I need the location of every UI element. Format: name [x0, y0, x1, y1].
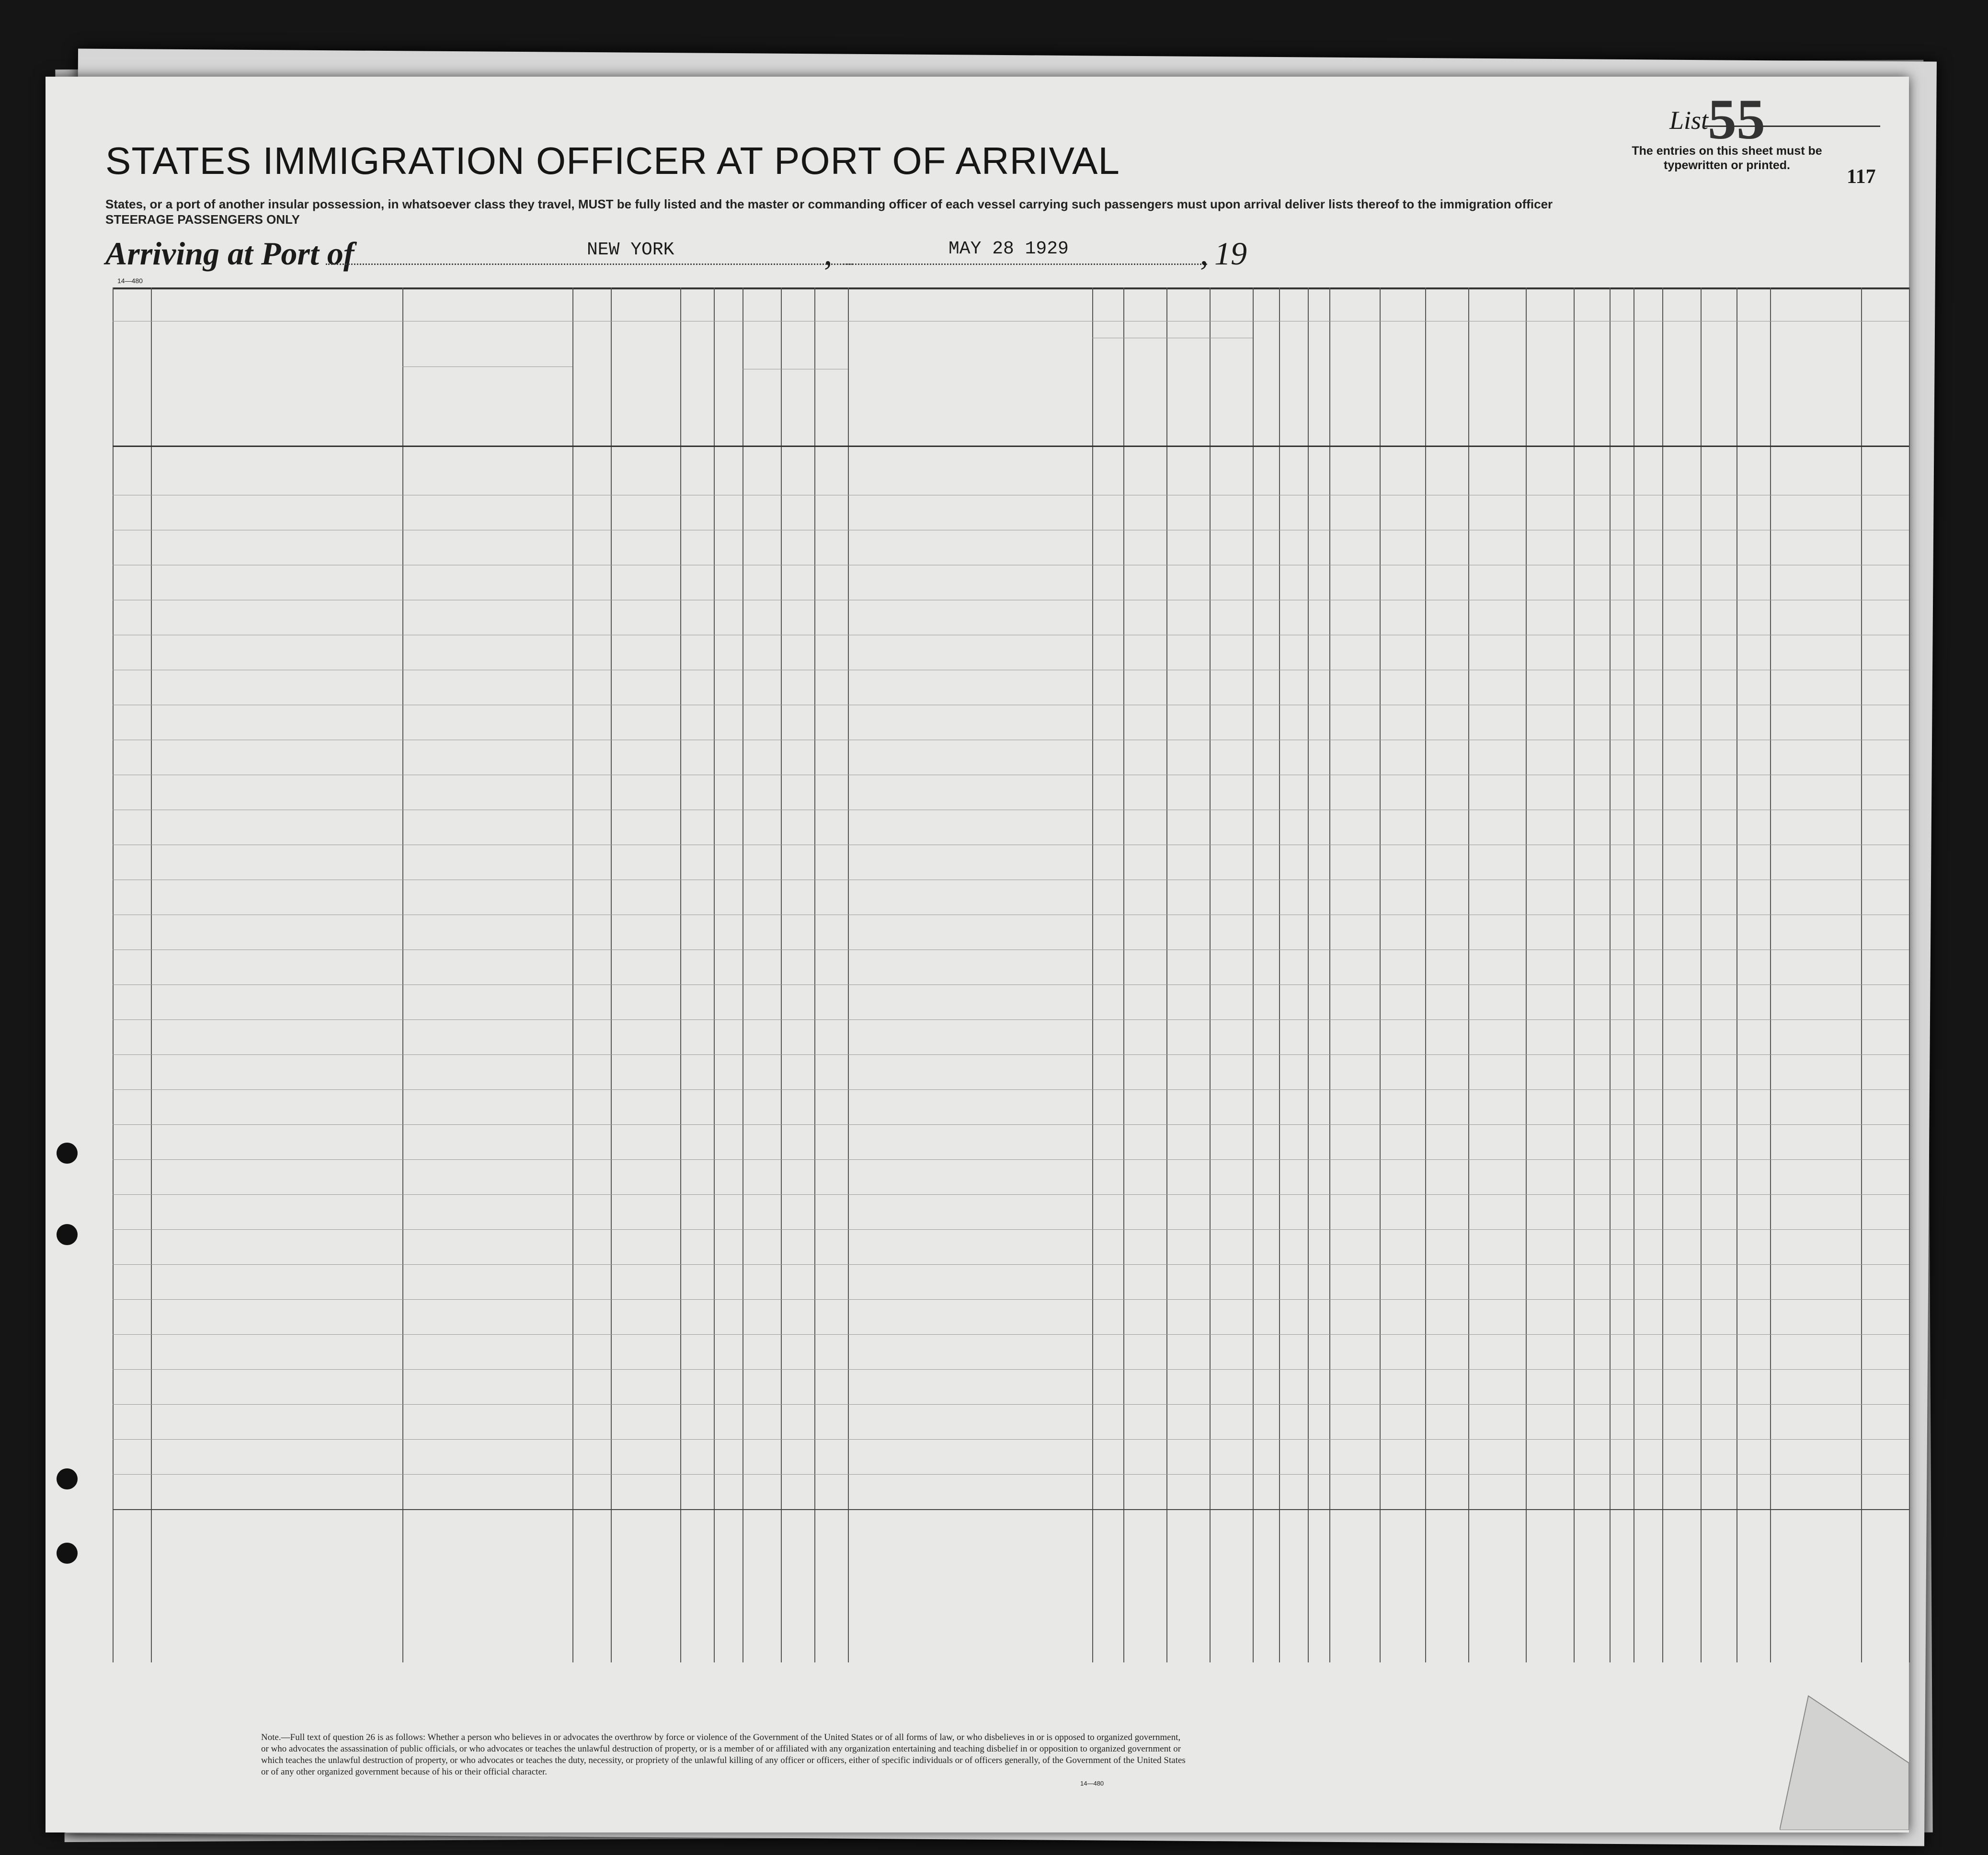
column-rule: [1574, 287, 1575, 1662]
column-rule: [1329, 287, 1330, 1662]
column-rule: [1861, 287, 1862, 1662]
column-rule: [714, 287, 715, 1662]
column-rule: [814, 287, 815, 1662]
column-rule: [680, 287, 681, 1662]
column-rule: [1701, 287, 1702, 1662]
table-row-rule: [113, 1439, 1909, 1440]
year-label: 19: [1214, 235, 1247, 272]
table-row-rule: [113, 1159, 1909, 1160]
table-row-rule: [113, 1474, 1909, 1475]
column-rule: [1662, 287, 1663, 1662]
column-rule: [1166, 287, 1167, 1662]
date-value: MAY 28 1929: [948, 239, 1069, 259]
column-rule: [402, 287, 403, 1662]
table-bottom-rule: [113, 1509, 1909, 1510]
table-top-rule: [113, 287, 1909, 289]
column-rule: [1909, 287, 1910, 1662]
column-rule: [1425, 287, 1426, 1662]
binder-hole: [57, 1468, 78, 1489]
comma: ,: [1200, 235, 1209, 272]
column-rule: [1308, 287, 1309, 1662]
binder-hole: [57, 1143, 78, 1164]
table-row-rule: [113, 1089, 1909, 1090]
column-rule: [1279, 287, 1280, 1662]
column-rule: [1468, 287, 1469, 1662]
column-rule: [1253, 287, 1254, 1662]
column-rule: [1210, 287, 1211, 1662]
table-row-rule: [113, 1019, 1909, 1020]
table-row-rule: [113, 1404, 1909, 1405]
column-rule: [848, 287, 849, 1662]
instructions: [105, 196, 1638, 227]
binder-hole: [57, 1543, 78, 1564]
footnote-code: 14—480: [1080, 1780, 1104, 1787]
table-row-rule: [113, 1264, 1909, 1265]
column-rule: [1770, 287, 1771, 1662]
table-row-rule: [113, 1334, 1909, 1335]
binder-hole: [57, 1224, 78, 1245]
form-code: 14—480: [117, 277, 143, 285]
column-rule: [1380, 287, 1381, 1662]
list-underline: [1703, 126, 1880, 127]
port-underline: [326, 263, 853, 265]
class-line: STEERAGE PASSENGERS ONLY: [105, 212, 300, 227]
table-row-rule: [113, 1369, 1909, 1370]
footnote: Note.—Full text of question 26 is as follows: Whether a person who believes in or advocates the overthrow by force or violence of the Government of the United States or of all forms of law, or who disbelieves in or is opposed to organized government, or who advocates the assassination of public officials, or who advocates or teaches the unlawful destruction of property, or is a member of or affiliated with any organization entertaining and teaching disbelief in or opposition to organized government or which teaches the unlawful destruction of property, or who advocates or teaches the duty, necessity, or propriety of the unlawful killing of any officer or officers, either of specific individuals or of officers generally, of the Government of the United States or of any other organized government because of his or their official character.: [261, 1732, 1186, 1777]
subheader-rule: [402, 366, 572, 367]
header-divider: [113, 446, 1909, 447]
port-value: NEW YORK: [587, 240, 674, 260]
table-row-rule: [113, 1229, 1909, 1230]
column-rule: [1092, 287, 1093, 1662]
arriving-label: Arriving at Port of: [105, 235, 354, 272]
column-rule: [151, 287, 152, 1662]
column-rule: [1526, 287, 1527, 1662]
column-rule: [781, 287, 782, 1662]
column-rule: [113, 287, 114, 1662]
comma: ,: [824, 235, 833, 272]
column-rule: [572, 287, 573, 1662]
table-row-rule: [113, 1124, 1909, 1125]
column-rule: [611, 287, 612, 1662]
date-underline: [843, 263, 1207, 265]
manifest-page: [46, 77, 1909, 1832]
page-title: STATES IMMIGRATION OFFICER AT PORT OF ARRIVAL: [105, 139, 1120, 182]
table-row-rule: [113, 1054, 1909, 1055]
folded-corner: [1780, 1677, 1909, 1830]
list-label: List: [1669, 106, 1709, 135]
page-number: 117: [1847, 166, 1876, 188]
entries-note: The entries on this sheet must be typewritten or printed.: [1632, 144, 1822, 172]
table-row-rule: [113, 1194, 1909, 1195]
column-rule: [1610, 287, 1611, 1662]
table-row-rule: [113, 1299, 1909, 1300]
column-rule: [1123, 287, 1124, 1662]
instructions-text: States, or a port of another insular possession, in whatsoever class they travel, MUST be fully listed and the master or commanding officer of each vessel carrying such passengers must upon arrival deliver lists thereof to the immigration officer: [105, 197, 1553, 211]
list-number: 55: [1708, 87, 1765, 151]
